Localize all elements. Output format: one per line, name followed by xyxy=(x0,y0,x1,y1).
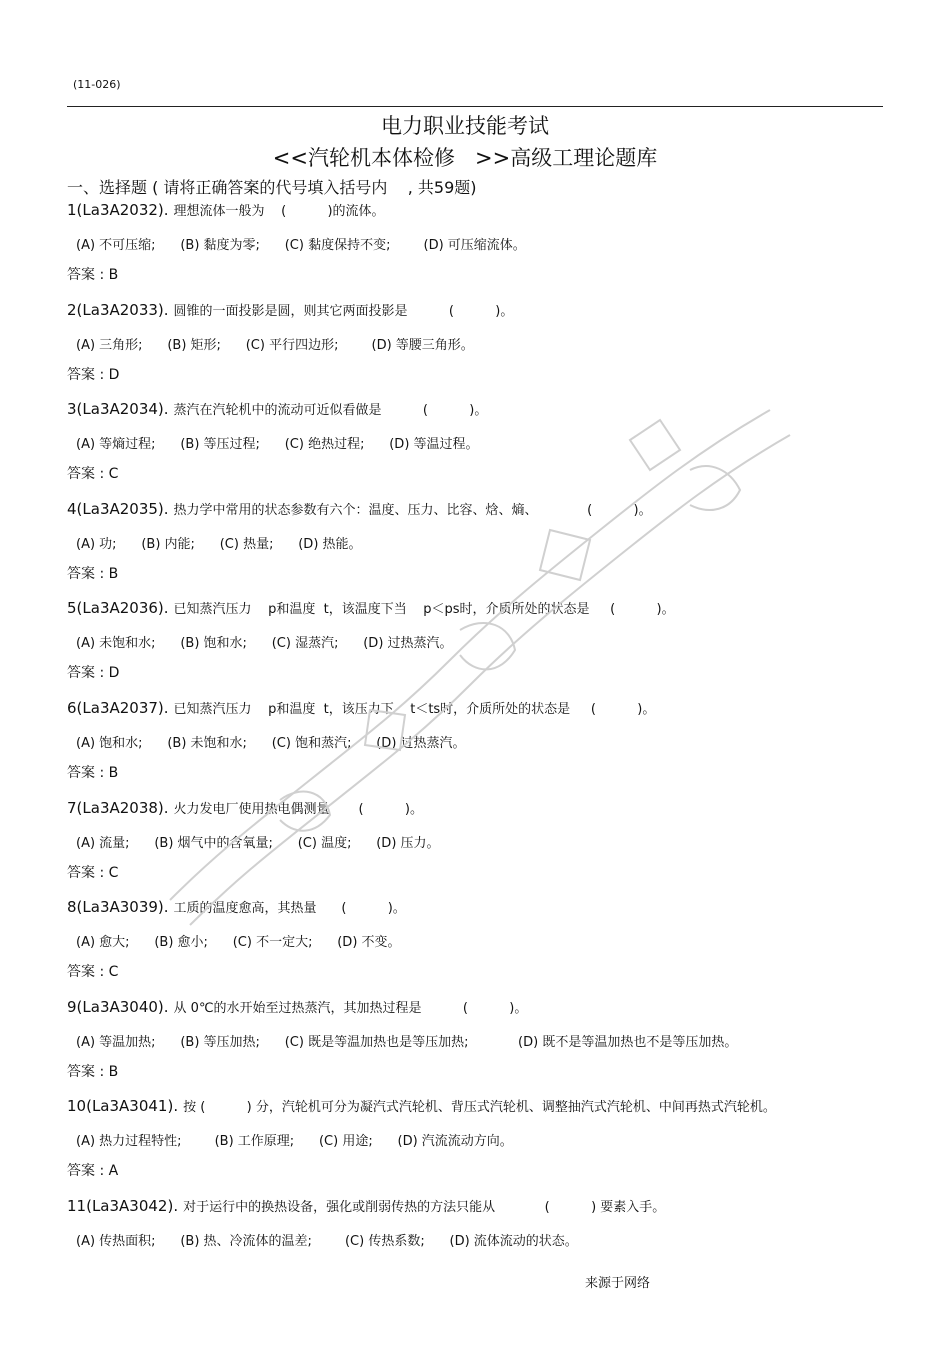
question-item xyxy=(67,698,887,798)
question-line xyxy=(67,798,423,817)
question-line xyxy=(67,1196,665,1215)
question-answer: 答案 : B xyxy=(67,565,119,582)
question-answer: 答案 : D xyxy=(67,665,120,682)
page-title: 电力职业技能考试 xyxy=(381,114,549,138)
question-number: 2(La3A2033). xyxy=(67,300,169,319)
question-answer: 答案 : C xyxy=(67,466,119,483)
question-number: 11(La3A3042). xyxy=(67,1197,179,1215)
question-item xyxy=(67,1196,887,1296)
question-options: (A) 热力过程特性; (B) 工作原理; (C) 用途; (D) 汽流流动方向。 xyxy=(76,1134,513,1150)
question-item xyxy=(67,1096,887,1196)
question-options: (A) 不可压缩; (B) 黏度为零; (C) 黏度保持不变; (D) 可压缩流体。 xyxy=(76,238,526,253)
question-answer: 答案 : C xyxy=(67,964,119,981)
question-text: 按 ( ) 分，汽轮机可分为凝汽式汽轮机、背压式汽轮机、调整抽汽式汽轮机、中间再热式汽轮机。 xyxy=(183,1100,776,1116)
question-options: (A) 流量; (B) 烟气中的含氧量; (C) 温度; (D) 压力。 xyxy=(76,835,440,851)
question-line xyxy=(67,1096,776,1115)
question-item xyxy=(67,499,887,599)
question-text: 对于运行中的换热设备，强化或削弱传热的方法只能从 ( ) 要素入手。 xyxy=(183,1200,666,1215)
doc-code: (11-026) xyxy=(73,78,121,91)
question-options: (A) 饱和水; (B) 未饱和水; (C) 饱和蒸汽; (D) 过热蒸汽。 xyxy=(76,736,466,751)
question-options: (A) 三角形; (B) 矩形; (C) 平行四边形; (D) 等腰三角形。 xyxy=(76,337,474,353)
question-item xyxy=(67,300,887,400)
page-subtitle: <<汽轮机本体检修 >>高级工理论题库 xyxy=(272,146,658,170)
question-text: 热力学中常用的状态参数有六个：温度、压力、比容、焓、熵、 ( )。 xyxy=(173,502,652,518)
question-options: (A) 愈大; (B) 愈小; (C) 不一定大; (D) 不变。 xyxy=(76,935,401,951)
header-rule xyxy=(67,106,883,107)
question-number: 9(La3A3040). xyxy=(67,997,169,1016)
question-item xyxy=(67,897,887,997)
question-answer: 答案 : D xyxy=(67,366,120,383)
question-line xyxy=(67,399,487,418)
question-number: 7(La3A2038). xyxy=(67,798,169,817)
question-item xyxy=(67,399,887,499)
question-line xyxy=(67,300,513,319)
question-text: 从 0℃的水开始至过热蒸汽，其加热过程是 ( )。 xyxy=(173,1000,528,1016)
question-line xyxy=(67,200,385,219)
question-text: 理想流体一般为 ( )的流体。 xyxy=(173,204,385,219)
question-answer: 答案 : C xyxy=(67,864,119,881)
question-options: (A) 传热面积; (B) 热、冷流体的温差; (C) 传热系数; (D) 流体流动的状态。 xyxy=(76,1234,578,1249)
section-heading: 一、选择题 ( 请将正确答案的代号填入括号内 , 共59题) xyxy=(67,178,477,197)
question-number: 4(La3A2035). xyxy=(67,499,169,518)
question-line xyxy=(67,897,406,916)
question-text: 已知蒸汽压力 p和温度 t，该温度下当 p＜ps时，介质所处的状态是 ( )。 xyxy=(173,602,675,618)
question-text: 工质的温度愈高，其热量 ( )。 xyxy=(173,901,406,917)
question-line xyxy=(67,997,527,1016)
question-line xyxy=(67,598,675,617)
question-text: 蒸汽在汽轮机中的流动可近似看做是 ( )。 xyxy=(173,403,488,419)
question-text: 已知蒸汽压力 p和温度 t，该压力下 t＜ts时，介质所处的状态是 ( )。 xyxy=(173,702,656,717)
question-text: 火力发电厂使用热电偶测量 ( )。 xyxy=(173,801,423,817)
question-number: 8(La3A3039). xyxy=(67,898,169,917)
question-item xyxy=(67,798,887,898)
question-number: 6(La3A2037). xyxy=(67,699,169,717)
question-item xyxy=(67,997,887,1097)
question-line xyxy=(67,499,652,518)
question-answer: 答案 : B xyxy=(67,765,119,781)
question-options: (A) 功; (B) 内能; (C) 热量; (D) 热能。 xyxy=(76,536,362,552)
question-number: 3(La3A2034). xyxy=(67,400,169,419)
question-line xyxy=(67,698,655,717)
question-answer: 答案 : B xyxy=(67,267,119,283)
question-answer: 答案 : A xyxy=(67,1163,119,1180)
question-number: 5(La3A2036). xyxy=(67,599,169,618)
question-number: 10(La3A3041). xyxy=(67,1097,179,1116)
question-options: (A) 等温加热; (B) 等压加热; (C) 既是等温加热也是等压加热; (D) 既不是等温加热也不是等压加热。 xyxy=(76,1034,738,1050)
question-number: 1(La3A2032). xyxy=(67,201,169,219)
question-options: (A) 未饱和水; (B) 饱和水; (C) 湿蒸汽; (D) 过热蒸汽。 xyxy=(76,636,453,652)
question-answer: 答案 : B xyxy=(67,1063,119,1080)
question-item xyxy=(67,598,887,698)
question-options: (A) 等熵过程; (B) 等压过程; (C) 绝热过程; (D) 等温过程。 xyxy=(76,437,479,453)
question-item xyxy=(67,200,887,300)
question-text: 圆锥的一面投影是圆，则其它两面投影是 ( )。 xyxy=(173,303,514,319)
footer-source: 来源于网络 xyxy=(585,1276,651,1291)
